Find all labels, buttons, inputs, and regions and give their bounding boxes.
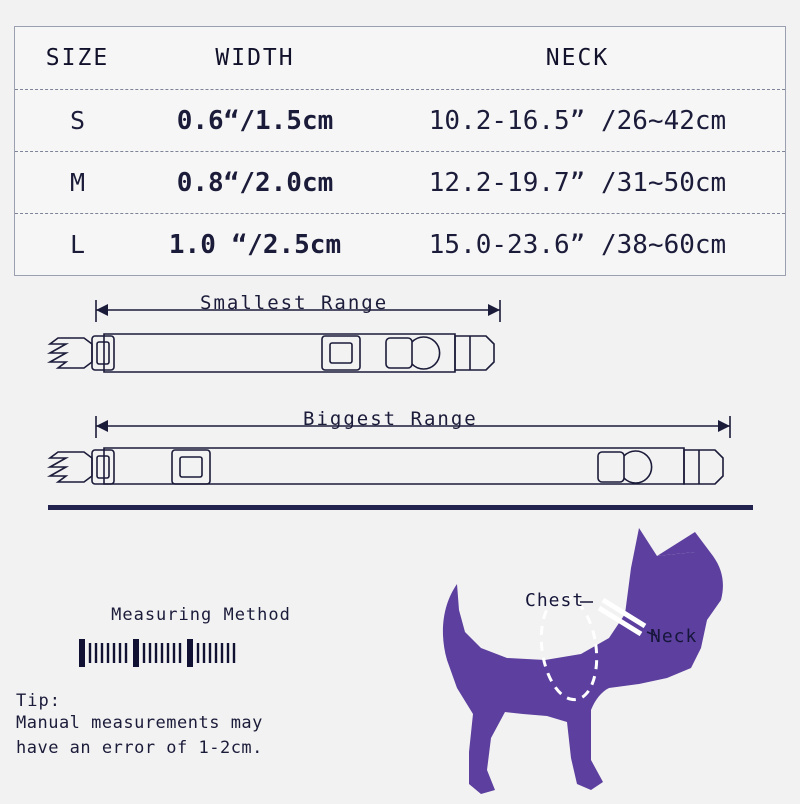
cell-neck: 10.2-16.5” /26~42cm (428, 105, 727, 136)
cell-width: 0.8“/2.0cm (176, 167, 334, 198)
cell-width: 1.0 “/2.5cm (168, 229, 342, 260)
tip-label: Tip: (16, 691, 61, 711)
cell-size: M (69, 168, 86, 197)
tip-line-1: Manual measurements may (16, 713, 263, 733)
table-row (15, 151, 785, 213)
smallest-range-label: Smallest Range (192, 292, 396, 314)
collar-diagram-smallest (0, 292, 800, 392)
cell-width: 0.6“/1.5cm (176, 105, 334, 136)
column-header-neck: NECK (545, 45, 610, 71)
table-header-row (15, 27, 785, 89)
measuring-method-block (16, 605, 326, 760)
tip-line-2: have an error of 1-2cm. (16, 737, 263, 758)
table-row (15, 89, 785, 151)
column-header-size: SIZE (45, 45, 110, 71)
chest-label: Chest (525, 590, 585, 611)
collar-biggest-drawing (0, 398, 800, 498)
dog-illustration (395, 508, 795, 800)
collar-smallest-drawing (0, 292, 800, 392)
column-header-width: WIDTH (215, 45, 295, 71)
neck-label: Neck (650, 626, 698, 647)
cell-neck: 15.0-23.6” /38~60cm (428, 229, 727, 260)
cell-size: S (69, 106, 86, 135)
size-table (14, 26, 786, 276)
cell-size: L (69, 230, 86, 259)
ruler-icon (78, 637, 326, 677)
measuring-method-title: Measuring Method (111, 605, 291, 625)
cell-neck: 12.2-19.7” /31~50cm (428, 167, 727, 198)
biggest-range-label: Biggest Range (295, 408, 486, 430)
collar-diagram-biggest (0, 398, 800, 498)
dog-silhouette-icon (395, 508, 795, 800)
table-row (15, 213, 785, 275)
